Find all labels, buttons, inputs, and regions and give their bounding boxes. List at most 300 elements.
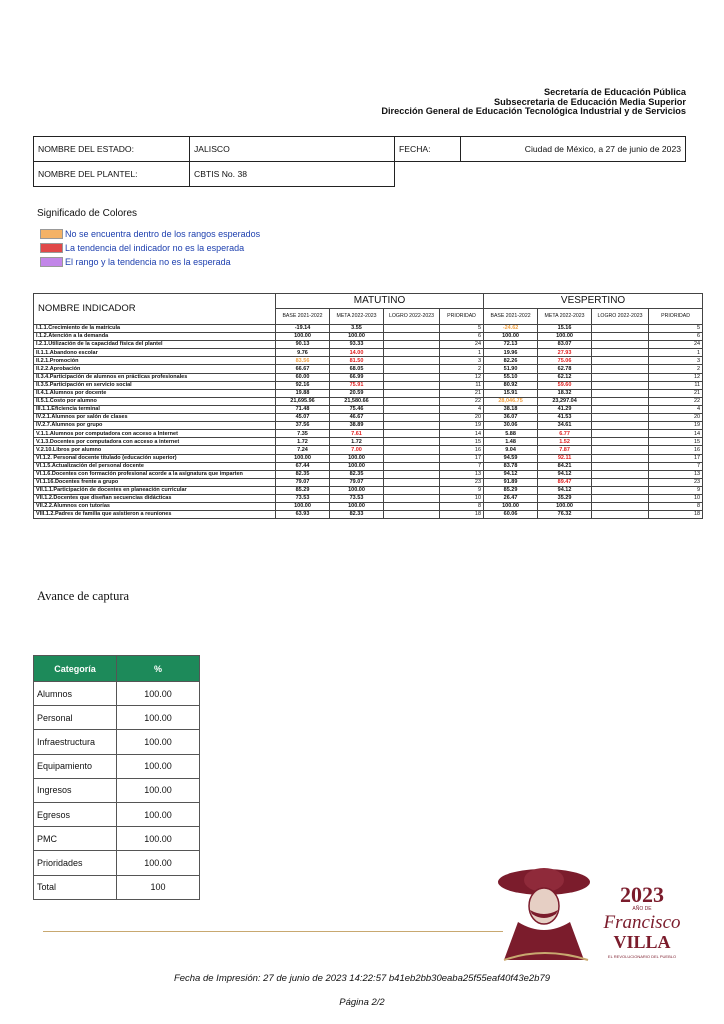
matutino-base: 19.88 bbox=[276, 389, 330, 397]
matutino-base: 82.35 bbox=[276, 470, 330, 478]
vespertino-logro bbox=[592, 438, 649, 446]
pct-header: % bbox=[117, 656, 200, 682]
vespertino-logro bbox=[592, 462, 649, 470]
indicator-row bbox=[34, 438, 703, 446]
vespertino-logro bbox=[592, 503, 649, 511]
vespertino-prioridad: 9 bbox=[649, 486, 703, 494]
vespertino-prioridad: 1 bbox=[649, 349, 703, 357]
matutino-prioridad: 5 bbox=[440, 325, 484, 333]
avance-row bbox=[34, 875, 200, 899]
matutino-meta: 75.46 bbox=[330, 405, 384, 413]
color-legend-title: Significado de Colores bbox=[37, 208, 138, 219]
indicator-row bbox=[34, 422, 703, 430]
vespertino-meta: 18.32 bbox=[538, 389, 592, 397]
indicator-name: II.2.2.Aprobación bbox=[34, 365, 276, 373]
indicator-row bbox=[34, 511, 703, 519]
matutino-logro bbox=[384, 462, 440, 470]
matutino-meta: 82.35 bbox=[330, 470, 384, 478]
matutino-prioridad: 22 bbox=[440, 397, 484, 405]
col-base-vesp: BASE 2021-2022 bbox=[484, 309, 538, 325]
vespertino-logro bbox=[592, 325, 649, 333]
vespertino-logro bbox=[592, 389, 649, 397]
vespertino-prioridad: 21 bbox=[649, 389, 703, 397]
vespertino-logro bbox=[592, 373, 649, 381]
indicator-name: II.5.1.Costo por alumno bbox=[34, 397, 276, 405]
col-logro-vesp: LOGRO 2022-2023 bbox=[592, 309, 649, 325]
vespertino-prioridad: 6 bbox=[649, 333, 703, 341]
matutino-header: MATUTINO bbox=[276, 294, 484, 309]
matutino-prioridad: 3 bbox=[440, 357, 484, 365]
vespertino-base: 9.04 bbox=[484, 446, 538, 454]
vespertino-base: 5.88 bbox=[484, 430, 538, 438]
matutino-base: 85.29 bbox=[276, 486, 330, 494]
matutino-base: 7.35 bbox=[276, 430, 330, 438]
indicator-name: I.1.1.Crecimiento de la matrícula bbox=[34, 325, 276, 333]
matutino-prioridad: 13 bbox=[440, 470, 484, 478]
vespertino-prioridad: 8 bbox=[649, 503, 703, 511]
matutino-logro bbox=[384, 438, 440, 446]
page-number: Página 2/2 bbox=[339, 997, 385, 1008]
indicator-row bbox=[34, 503, 703, 511]
indicator-row bbox=[34, 470, 703, 478]
vespertino-meta: 75.06 bbox=[538, 357, 592, 365]
vespertino-prioridad: 18 bbox=[649, 511, 703, 519]
vespertino-base: 83.78 bbox=[484, 462, 538, 470]
matutino-base: -19.14 bbox=[276, 325, 330, 333]
vespertino-prioridad: 10 bbox=[649, 494, 703, 502]
plantel-label: NOMBRE DEL PLANTEL: bbox=[34, 162, 190, 187]
matutino-base: 100.00 bbox=[276, 333, 330, 341]
matutino-base: 60.00 bbox=[276, 373, 330, 381]
col-prioridad-vesp: PRIORIDAD bbox=[649, 309, 703, 325]
indicator-name: VIII.1.2.Padres de familia que asistieron a reuniones bbox=[34, 511, 276, 519]
vespertino-meta: 27.93 bbox=[538, 349, 592, 357]
indicator-row bbox=[34, 414, 703, 422]
indicator-row bbox=[34, 373, 703, 381]
vespertino-base: 60.06 bbox=[484, 511, 538, 519]
matutino-prioridad: 2 bbox=[440, 365, 484, 373]
indicators-body bbox=[34, 325, 703, 519]
vespertino-meta: 94.12 bbox=[538, 470, 592, 478]
logo-year: 2023 bbox=[620, 882, 664, 907]
indicator-name: VII.1.2.Docentes que diseñan secuencias didácticas bbox=[34, 494, 276, 502]
matutino-base: 100.00 bbox=[276, 503, 330, 511]
avance-pct: 100.00 bbox=[117, 778, 200, 802]
matutino-meta: 100.00 bbox=[330, 454, 384, 462]
indicator-row bbox=[34, 430, 703, 438]
matutino-prioridad: 6 bbox=[440, 333, 484, 341]
vespertino-meta: 92.11 bbox=[538, 454, 592, 462]
indicator-row bbox=[34, 341, 703, 349]
indicator-name: IV.2.1.Alumnos por salón de clases bbox=[34, 414, 276, 422]
vespertino-logro bbox=[592, 454, 649, 462]
indicator-name: II.4.1.Alumnos por docente bbox=[34, 389, 276, 397]
col-logro-mat: LOGRO 2022-2023 bbox=[384, 309, 440, 325]
matutino-prioridad: 12 bbox=[440, 373, 484, 381]
matutino-prioridad: 7 bbox=[440, 462, 484, 470]
vespertino-logro bbox=[592, 405, 649, 413]
vespertino-logro bbox=[592, 446, 649, 454]
indicator-row bbox=[34, 357, 703, 365]
indicator-name: III.1.1.Eficiencia terminal bbox=[34, 405, 276, 413]
vespertino-prioridad: 19 bbox=[649, 422, 703, 430]
matutino-meta: 100.00 bbox=[330, 486, 384, 494]
matutino-logro bbox=[384, 381, 440, 389]
avance-row bbox=[34, 730, 200, 754]
matutino-logro bbox=[384, 470, 440, 478]
avance-table bbox=[33, 655, 200, 900]
avance-categoria: Alumnos bbox=[34, 682, 117, 706]
matutino-meta: 14.00 bbox=[330, 349, 384, 357]
vespertino-logro bbox=[592, 430, 649, 438]
avance-categoria: Egresos bbox=[34, 802, 117, 826]
vespertino-logro bbox=[592, 414, 649, 422]
indicator-name: II.3.4.Participación de alumnos en prácticas profesionales bbox=[34, 373, 276, 381]
vespertino-prioridad: 24 bbox=[649, 341, 703, 349]
matutino-prioridad: 14 bbox=[440, 430, 484, 438]
vespertino-header: VESPERTINO bbox=[484, 294, 703, 309]
matutino-base: 67.44 bbox=[276, 462, 330, 470]
vespertino-meta: 35.29 bbox=[538, 494, 592, 502]
matutino-logro bbox=[384, 333, 440, 341]
indicator-row bbox=[34, 349, 703, 357]
matutino-logro bbox=[384, 389, 440, 397]
vespertino-base: 30.06 bbox=[484, 422, 538, 430]
matutino-meta: 100.00 bbox=[330, 462, 384, 470]
matutino-prioridad: 21 bbox=[440, 389, 484, 397]
indicator-name: VII.2.2.Alumnos con tutorías bbox=[34, 503, 276, 511]
matutino-prioridad: 4 bbox=[440, 405, 484, 413]
avance-body bbox=[34, 682, 200, 900]
avance-categoria: Equipamiento bbox=[34, 754, 117, 778]
matutino-logro bbox=[384, 503, 440, 511]
matutino-logro bbox=[384, 478, 440, 486]
vespertino-meta: 89.47 bbox=[538, 478, 592, 486]
indicator-row bbox=[34, 397, 703, 405]
avance-row bbox=[34, 754, 200, 778]
vespertino-meta: 83.07 bbox=[538, 341, 592, 349]
header-line-subsecretaria: Subsecretaria de Educación Media Superior bbox=[494, 96, 686, 107]
indicator-row bbox=[34, 365, 703, 373]
vespertino-prioridad: 22 bbox=[649, 397, 703, 405]
color-legend bbox=[40, 227, 260, 269]
matutino-logro bbox=[384, 446, 440, 454]
vespertino-base: 19.96 bbox=[484, 349, 538, 357]
vespertino-logro bbox=[592, 470, 649, 478]
col-base-mat: BASE 2021-2022 bbox=[276, 309, 330, 325]
matutino-meta: 66.99 bbox=[330, 373, 384, 381]
vespertino-meta: 84.21 bbox=[538, 462, 592, 470]
fecha-value: Ciudad de México, a 27 de junio de 2023 bbox=[461, 137, 686, 162]
matutino-logro bbox=[384, 494, 440, 502]
matutino-prioridad: 16 bbox=[440, 446, 484, 454]
avance-row bbox=[34, 682, 200, 706]
vespertino-base: 91.89 bbox=[484, 478, 538, 486]
avance-pct: 100.00 bbox=[117, 682, 200, 706]
indicator-name: II.2.1.Promoción bbox=[34, 357, 276, 365]
vespertino-meta: 34.61 bbox=[538, 422, 592, 430]
vespertino-base: 80.92 bbox=[484, 381, 538, 389]
indicator-name: VII.1.1.Participación de docentes en planeación curricular bbox=[34, 486, 276, 494]
vespertino-prioridad: 3 bbox=[649, 357, 703, 365]
vespertino-base: 55.10 bbox=[484, 373, 538, 381]
matutino-meta: 81.50 bbox=[330, 357, 384, 365]
indicator-name: V.1.3.Docentes por computadora con acceso a internet bbox=[34, 438, 276, 446]
vespertino-meta: 62.12 bbox=[538, 373, 592, 381]
matutino-base: 79.07 bbox=[276, 478, 330, 486]
avance-pct: 100 bbox=[117, 875, 200, 899]
footer-divider bbox=[43, 931, 503, 932]
matutino-meta: 7.61 bbox=[330, 430, 384, 438]
vespertino-logro bbox=[592, 511, 649, 519]
matutino-base: 9.76 bbox=[276, 349, 330, 357]
estado-label: NOMBRE DEL ESTADO: bbox=[34, 137, 190, 162]
vespertino-prioridad: 23 bbox=[649, 478, 703, 486]
matutino-meta: 79.07 bbox=[330, 478, 384, 486]
vespertino-meta: 59.60 bbox=[538, 381, 592, 389]
vespertino-base: 94.12 bbox=[484, 470, 538, 478]
col-meta-vesp: META 2022-2023 bbox=[538, 309, 592, 325]
matutino-logro bbox=[384, 486, 440, 494]
header-line-sep: Secretaría de Educación Pública bbox=[544, 87, 686, 97]
matutino-logro bbox=[384, 357, 440, 365]
logo-name-first: Francisco bbox=[603, 912, 681, 933]
matutino-prioridad: 9 bbox=[440, 486, 484, 494]
vespertino-logro bbox=[592, 478, 649, 486]
logo-tagline: EL REVOLUCIONARIO DEL PUEBLO bbox=[607, 954, 677, 959]
vespertino-logro bbox=[592, 341, 649, 349]
matutino-prioridad: 20 bbox=[440, 414, 484, 422]
avance-categoria: Prioridades bbox=[34, 851, 117, 875]
print-date-line: Fecha de Impresión: 27 de junio de 2023 14:22:57 b41eb2bb30eaba25f55eaf40f43e2b79 bbox=[173, 973, 551, 984]
vespertino-prioridad: 17 bbox=[649, 454, 703, 462]
vespertino-prioridad: 2 bbox=[649, 365, 703, 373]
vespertino-base: -24.62 bbox=[484, 325, 538, 333]
vespertino-base: 72.13 bbox=[484, 341, 538, 349]
matutino-logro bbox=[384, 454, 440, 462]
vespertino-meta: 41.53 bbox=[538, 414, 592, 422]
logo-name-last: VILLA bbox=[613, 932, 671, 952]
header-line-direccion: Dirección General de Educación Tecnológica Industrial y de Servicios bbox=[381, 106, 686, 117]
indicator-name: IV.2.7.Alumnos por grupo bbox=[34, 422, 276, 430]
info-table bbox=[33, 136, 686, 187]
indicator-row bbox=[34, 494, 703, 502]
indicator-name: I.2.1.Utilización de la capacidad física del plantel bbox=[34, 341, 276, 349]
matutino-logro bbox=[384, 511, 440, 519]
legend-item-tendencia bbox=[40, 241, 260, 255]
matutino-logro bbox=[384, 430, 440, 438]
vespertino-base: 1.48 bbox=[484, 438, 538, 446]
vespertino-meta: 6.77 bbox=[538, 430, 592, 438]
matutino-logro bbox=[384, 422, 440, 430]
vespertino-prioridad: 14 bbox=[649, 430, 703, 438]
logo-face-icon bbox=[529, 888, 559, 924]
vespertino-logro bbox=[592, 422, 649, 430]
indicator-name: V.2.10.Libros por alumno bbox=[34, 446, 276, 454]
matutino-prioridad: 23 bbox=[440, 478, 484, 486]
vespertino-meta: 23,297.04 bbox=[538, 397, 592, 405]
matutino-base: 63.93 bbox=[276, 511, 330, 519]
avance-categoria: Total bbox=[34, 875, 117, 899]
avance-categoria: Personal bbox=[34, 706, 117, 730]
indicator-name: V.1.1.Alumnos por computadora con acceso a Internet bbox=[34, 430, 276, 438]
vespertino-prioridad: 4 bbox=[649, 405, 703, 413]
matutino-logro bbox=[384, 365, 440, 373]
vespertino-logro bbox=[592, 486, 649, 494]
matutino-meta: 7.00 bbox=[330, 446, 384, 454]
matutino-base: 1.72 bbox=[276, 438, 330, 446]
matutino-meta: 100.00 bbox=[330, 503, 384, 511]
matutino-base: 66.67 bbox=[276, 365, 330, 373]
vespertino-base: 100.00 bbox=[484, 333, 538, 341]
indicator-row bbox=[34, 389, 703, 397]
francisco-villa-logo bbox=[496, 862, 692, 970]
legend-swatch-orange bbox=[40, 229, 63, 239]
matutino-base: 7.24 bbox=[276, 446, 330, 454]
vespertino-meta: 100.00 bbox=[538, 333, 592, 341]
matutino-logro bbox=[384, 349, 440, 357]
matutino-meta: 68.05 bbox=[330, 365, 384, 373]
matutino-meta: 38.89 bbox=[330, 422, 384, 430]
matutino-meta: 73.53 bbox=[330, 494, 384, 502]
vespertino-base: 51.90 bbox=[484, 365, 538, 373]
plantel-value: CBTIS No. 38 bbox=[190, 162, 395, 187]
avance-pct: 100.00 bbox=[117, 706, 200, 730]
matutino-base: 21,695.96 bbox=[276, 397, 330, 405]
matutino-base: 45.07 bbox=[276, 414, 330, 422]
matutino-meta: 46.67 bbox=[330, 414, 384, 422]
estado-value: JALISCO bbox=[190, 137, 395, 162]
vespertino-prioridad: 12 bbox=[649, 373, 703, 381]
matutino-meta: 82.33 bbox=[330, 511, 384, 519]
nombre-indicador-header: NOMBRE INDICADOR bbox=[34, 294, 276, 325]
vespertino-logro bbox=[592, 349, 649, 357]
indicator-row bbox=[34, 462, 703, 470]
vespertino-meta: 1.52 bbox=[538, 438, 592, 446]
matutino-meta: 21,580.66 bbox=[330, 397, 384, 405]
vespertino-meta: 62.78 bbox=[538, 365, 592, 373]
vespertino-logro bbox=[592, 494, 649, 502]
legend-text-rango: No se encuentra dentro de los rangos esperados bbox=[65, 229, 261, 239]
vespertino-logro bbox=[592, 381, 649, 389]
vespertino-prioridad: 5 bbox=[649, 325, 703, 333]
vespertino-logro bbox=[592, 397, 649, 405]
vespertino-base: 26.47 bbox=[484, 494, 538, 502]
matutino-logro bbox=[384, 405, 440, 413]
matutino-meta: 75.91 bbox=[330, 381, 384, 389]
indicator-row bbox=[34, 454, 703, 462]
matutino-prioridad: 15 bbox=[440, 438, 484, 446]
avance-title: Avance de captura bbox=[37, 589, 130, 603]
vespertino-base: 94.59 bbox=[484, 454, 538, 462]
avance-row bbox=[34, 802, 200, 826]
indicator-name: I.1.2.Atención a la demanda bbox=[34, 333, 276, 341]
avance-pct: 100.00 bbox=[117, 827, 200, 851]
col-prioridad-mat: PRIORIDAD bbox=[440, 309, 484, 325]
legend-swatch-red bbox=[40, 243, 63, 253]
matutino-prioridad: 18 bbox=[440, 511, 484, 519]
vespertino-prioridad: 13 bbox=[649, 470, 703, 478]
matutino-prioridad: 19 bbox=[440, 422, 484, 430]
logo-ano-de: AÑO DE bbox=[632, 906, 652, 912]
vespertino-meta: 94.12 bbox=[538, 486, 592, 494]
fecha-label: FECHA: bbox=[395, 137, 461, 162]
avance-row bbox=[34, 851, 200, 875]
indicator-row bbox=[34, 478, 703, 486]
indicator-name: VI.1.16.Docentes frente a grupo bbox=[34, 478, 276, 486]
matutino-meta: 93.33 bbox=[330, 341, 384, 349]
vespertino-prioridad: 15 bbox=[649, 438, 703, 446]
vespertino-base: 38.18 bbox=[484, 405, 538, 413]
vespertino-meta: 76.32 bbox=[538, 511, 592, 519]
indicator-name: II.1.1.Abandono escolar bbox=[34, 349, 276, 357]
vespertino-prioridad: 7 bbox=[649, 462, 703, 470]
indicator-name: VI.1.2. Personal docente titulado (educación superior) bbox=[34, 454, 276, 462]
matutino-prioridad: 11 bbox=[440, 381, 484, 389]
matutino-base: 37.56 bbox=[276, 422, 330, 430]
legend-text-tendencia: La tendencia del indicador no es la esperada bbox=[65, 243, 245, 253]
vespertino-meta: 100.00 bbox=[538, 503, 592, 511]
matutino-prioridad: 17 bbox=[440, 454, 484, 462]
matutino-meta: 1.72 bbox=[330, 438, 384, 446]
matutino-base: 92.16 bbox=[276, 381, 330, 389]
indicator-name: VI.1.6.Docentes con formación profesional acorde a la asignatura que imparten bbox=[34, 470, 276, 478]
legend-item-rango-tendencia bbox=[40, 255, 260, 269]
matutino-logro bbox=[384, 414, 440, 422]
vespertino-base: 28,046.75 bbox=[484, 397, 538, 405]
matutino-base: 71.48 bbox=[276, 405, 330, 413]
vespertino-prioridad: 11 bbox=[649, 381, 703, 389]
legend-swatch-purple bbox=[40, 257, 63, 267]
indicators-table bbox=[33, 293, 703, 519]
avance-pct: 100.00 bbox=[117, 730, 200, 754]
matutino-logro bbox=[384, 341, 440, 349]
vespertino-base: 100.00 bbox=[484, 503, 538, 511]
vespertino-logro bbox=[592, 357, 649, 365]
matutino-meta: 3.55 bbox=[330, 325, 384, 333]
matutino-base: 83.56 bbox=[276, 357, 330, 365]
vespertino-meta: 15.16 bbox=[538, 325, 592, 333]
avance-pct: 100.00 bbox=[117, 754, 200, 778]
categoria-header: Categoría bbox=[34, 656, 117, 682]
avance-row bbox=[34, 778, 200, 802]
matutino-base: 100.00 bbox=[276, 454, 330, 462]
avance-categoria: Infraestructura bbox=[34, 730, 117, 754]
avance-pct: 100.00 bbox=[117, 851, 200, 875]
matutino-meta: 20.59 bbox=[330, 389, 384, 397]
matutino-prioridad: 8 bbox=[440, 503, 484, 511]
avance-categoria: PMC bbox=[34, 827, 117, 851]
vespertino-base: 85.29 bbox=[484, 486, 538, 494]
matutino-logro bbox=[384, 325, 440, 333]
matutino-prioridad: 24 bbox=[440, 341, 484, 349]
vespertino-logro bbox=[592, 365, 649, 373]
indicator-row bbox=[34, 333, 703, 341]
col-meta-mat: META 2022-2023 bbox=[330, 309, 384, 325]
vespertino-base: 15.91 bbox=[484, 389, 538, 397]
legend-text-rango-tendencia: El rango y la tendencia no es la esperada bbox=[65, 257, 231, 267]
matutino-base: 90.13 bbox=[276, 341, 330, 349]
matutino-meta: 100.00 bbox=[330, 333, 384, 341]
legend-item-rango bbox=[40, 227, 260, 241]
avance-pct: 100.00 bbox=[117, 802, 200, 826]
avance-row bbox=[34, 827, 200, 851]
document-header bbox=[381, 88, 686, 117]
indicator-row bbox=[34, 405, 703, 413]
vespertino-meta: 7.87 bbox=[538, 446, 592, 454]
vespertino-prioridad: 16 bbox=[649, 446, 703, 454]
vespertino-base: 36.07 bbox=[484, 414, 538, 422]
